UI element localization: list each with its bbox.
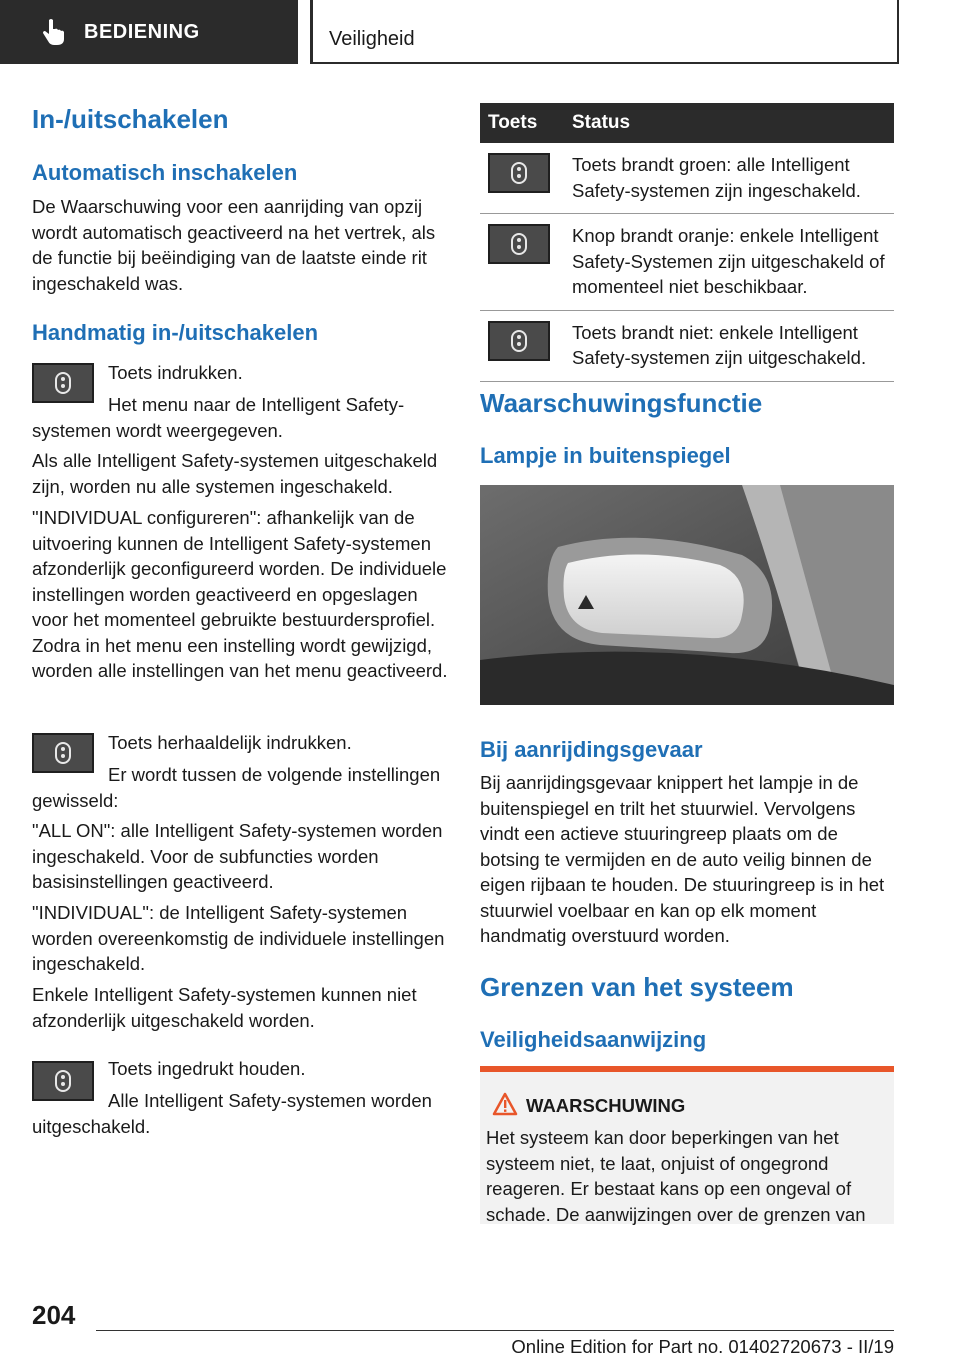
warning-title: WAARSCHUWING (526, 1095, 686, 1116)
paragraph-not-separately: Enkele Intelligent Safety-systemen kunnen niet afzonderlijk uitgeschakeld worden. (32, 984, 417, 1031)
side-mirror-illustration (480, 485, 894, 705)
heading-in-uitschakelen: In-/uitschakelen (32, 104, 229, 134)
heading-automatisch: Automatisch inschakelen (32, 160, 298, 185)
button-orange-image (488, 224, 550, 264)
paragraph-individual: "INDIVIDUAL": de Intelligent Safety-systemen worden overeenkomstig de individuele instellingen ingeschakeld. (32, 902, 445, 974)
heading-veiligheidsaanwijzing: Veiligheidsaanwijzing (480, 1027, 707, 1052)
paragraph-automatisch: De Waarschuwing voor een aanrijding van opzij wordt automatisch geactiveerd na het vertrek, als de functie bij beëindiging van de laatste einde rit ingeschakeld was. (32, 196, 436, 294)
status-cell: Toets brandt groen: alle Intelligent Safety-systemen zijn ingeschakeld. (566, 143, 894, 214)
safety-button-icon (511, 330, 527, 352)
heading-grenzen: Grenzen van het systeem (480, 972, 794, 1002)
button-green-image (488, 153, 550, 193)
paragraph-all-on: "ALL ON": alle Intelligent Safety-systemen worden ingeschakeld. Voor de subfuncties worden basisinstellingen geactiveerd. (32, 820, 443, 892)
section-tab (0, 0, 298, 64)
step-press: Toets indrukken. (108, 362, 243, 383)
topic-tab (310, 0, 899, 64)
paragraph-individual-config: "INDIVIDUAL configureren": afhankelijk van de uitvoering kunnen de Intelligent Safety-systemen afzonderlijk geconfigureerd worden. De individuele instellingen worden geactiveerd en opgeslagen voor het momenteel gebruikte bestuurdersprofiel. Zodra in het menu een instelling wordt gewijzigd, worden alle instellingen van het menu geactiveerd. (32, 507, 448, 681)
hand-pointer-icon (40, 18, 66, 46)
status-cell: Toets brandt niet: enkele Intelligent Safety-systemen zijn uitgeschakeld. (566, 310, 894, 381)
footer-divider (96, 1330, 894, 1331)
warning-text: Het systeem kan door beperkingen van het systeem niet, te laat, onjuist of ongegrond reageren. Er bestaat kans op een ongeval of schade. De aanwijzingen over de grenzen van (486, 1127, 866, 1225)
table-row (480, 310, 894, 381)
warning-triangle-icon (492, 1092, 518, 1116)
step-press-repeat: Toets herhaaldelijk indrukken. (108, 732, 352, 753)
paragraph-all-off: Als alle Intelligent Safety-systemen uitgeschakeld zijn, worden nu alle systemen ingeschakeld. (32, 450, 438, 497)
heading-handmatig: Handmatig in-/uitschakelen (32, 320, 319, 345)
column-header-toets: Toets (480, 103, 566, 143)
status-cell: Knop brandt oranje: enkele Intelligent Safety-Systemen zijn uitgeschakeld of momenteel niet beschikbaar. (566, 214, 894, 311)
column-header-status: Status (566, 103, 894, 143)
section-title: BEDIENING (84, 20, 200, 43)
table-header-row (480, 103, 894, 143)
step-press-result: Het menu naar de Intelligent Safety-systemen wordt weergegeven. (32, 394, 405, 441)
safety-button-icon (55, 742, 71, 764)
table-row (480, 214, 894, 311)
paragraph-aanrijdingsgevaar: Bij aanrijdingsgevaar knippert het lampje in de buitenspiegel en trilt het stuurwiel. Vervolgens vindt een actieve stuuringreep plaats om de botsing te vermijden en de auto veilig binnen de eigen rijbaan te houden. De stuuringreep is in het stuurwiel voelbaar en kan op elk moment handmatig overstuurd worden. (480, 772, 885, 946)
safety-button-icon (511, 233, 527, 255)
safety-button-icon (55, 372, 71, 394)
step-press-hold: Toets ingedrukt houden. (108, 1058, 306, 1079)
heading-aanrijdingsgevaar: Bij aanrijdingsgevaar (480, 737, 703, 762)
step-press-repeat-result: Er wordt tussen de volgende instellingen gewisseld: (32, 764, 441, 811)
table-row (480, 143, 894, 214)
page-number: 204 (32, 1300, 76, 1330)
edition-info: Online Edition for Part no. 01402720673 - II/19 (511, 1336, 894, 1357)
step-press-hold-result: Alle Intelligent Safety-systemen worden uitgeschakeld. (32, 1090, 432, 1137)
heading-lampje: Lampje in buitenspiegel (480, 443, 731, 468)
heading-waarschuwingsfunctie: Waarschuwingsfunctie (480, 388, 763, 418)
status-table (480, 103, 894, 382)
warning-box (480, 1072, 894, 1224)
topic-title: Veiligheid (329, 28, 415, 50)
safety-button-icon (511, 162, 527, 184)
button-off-image (488, 321, 550, 361)
